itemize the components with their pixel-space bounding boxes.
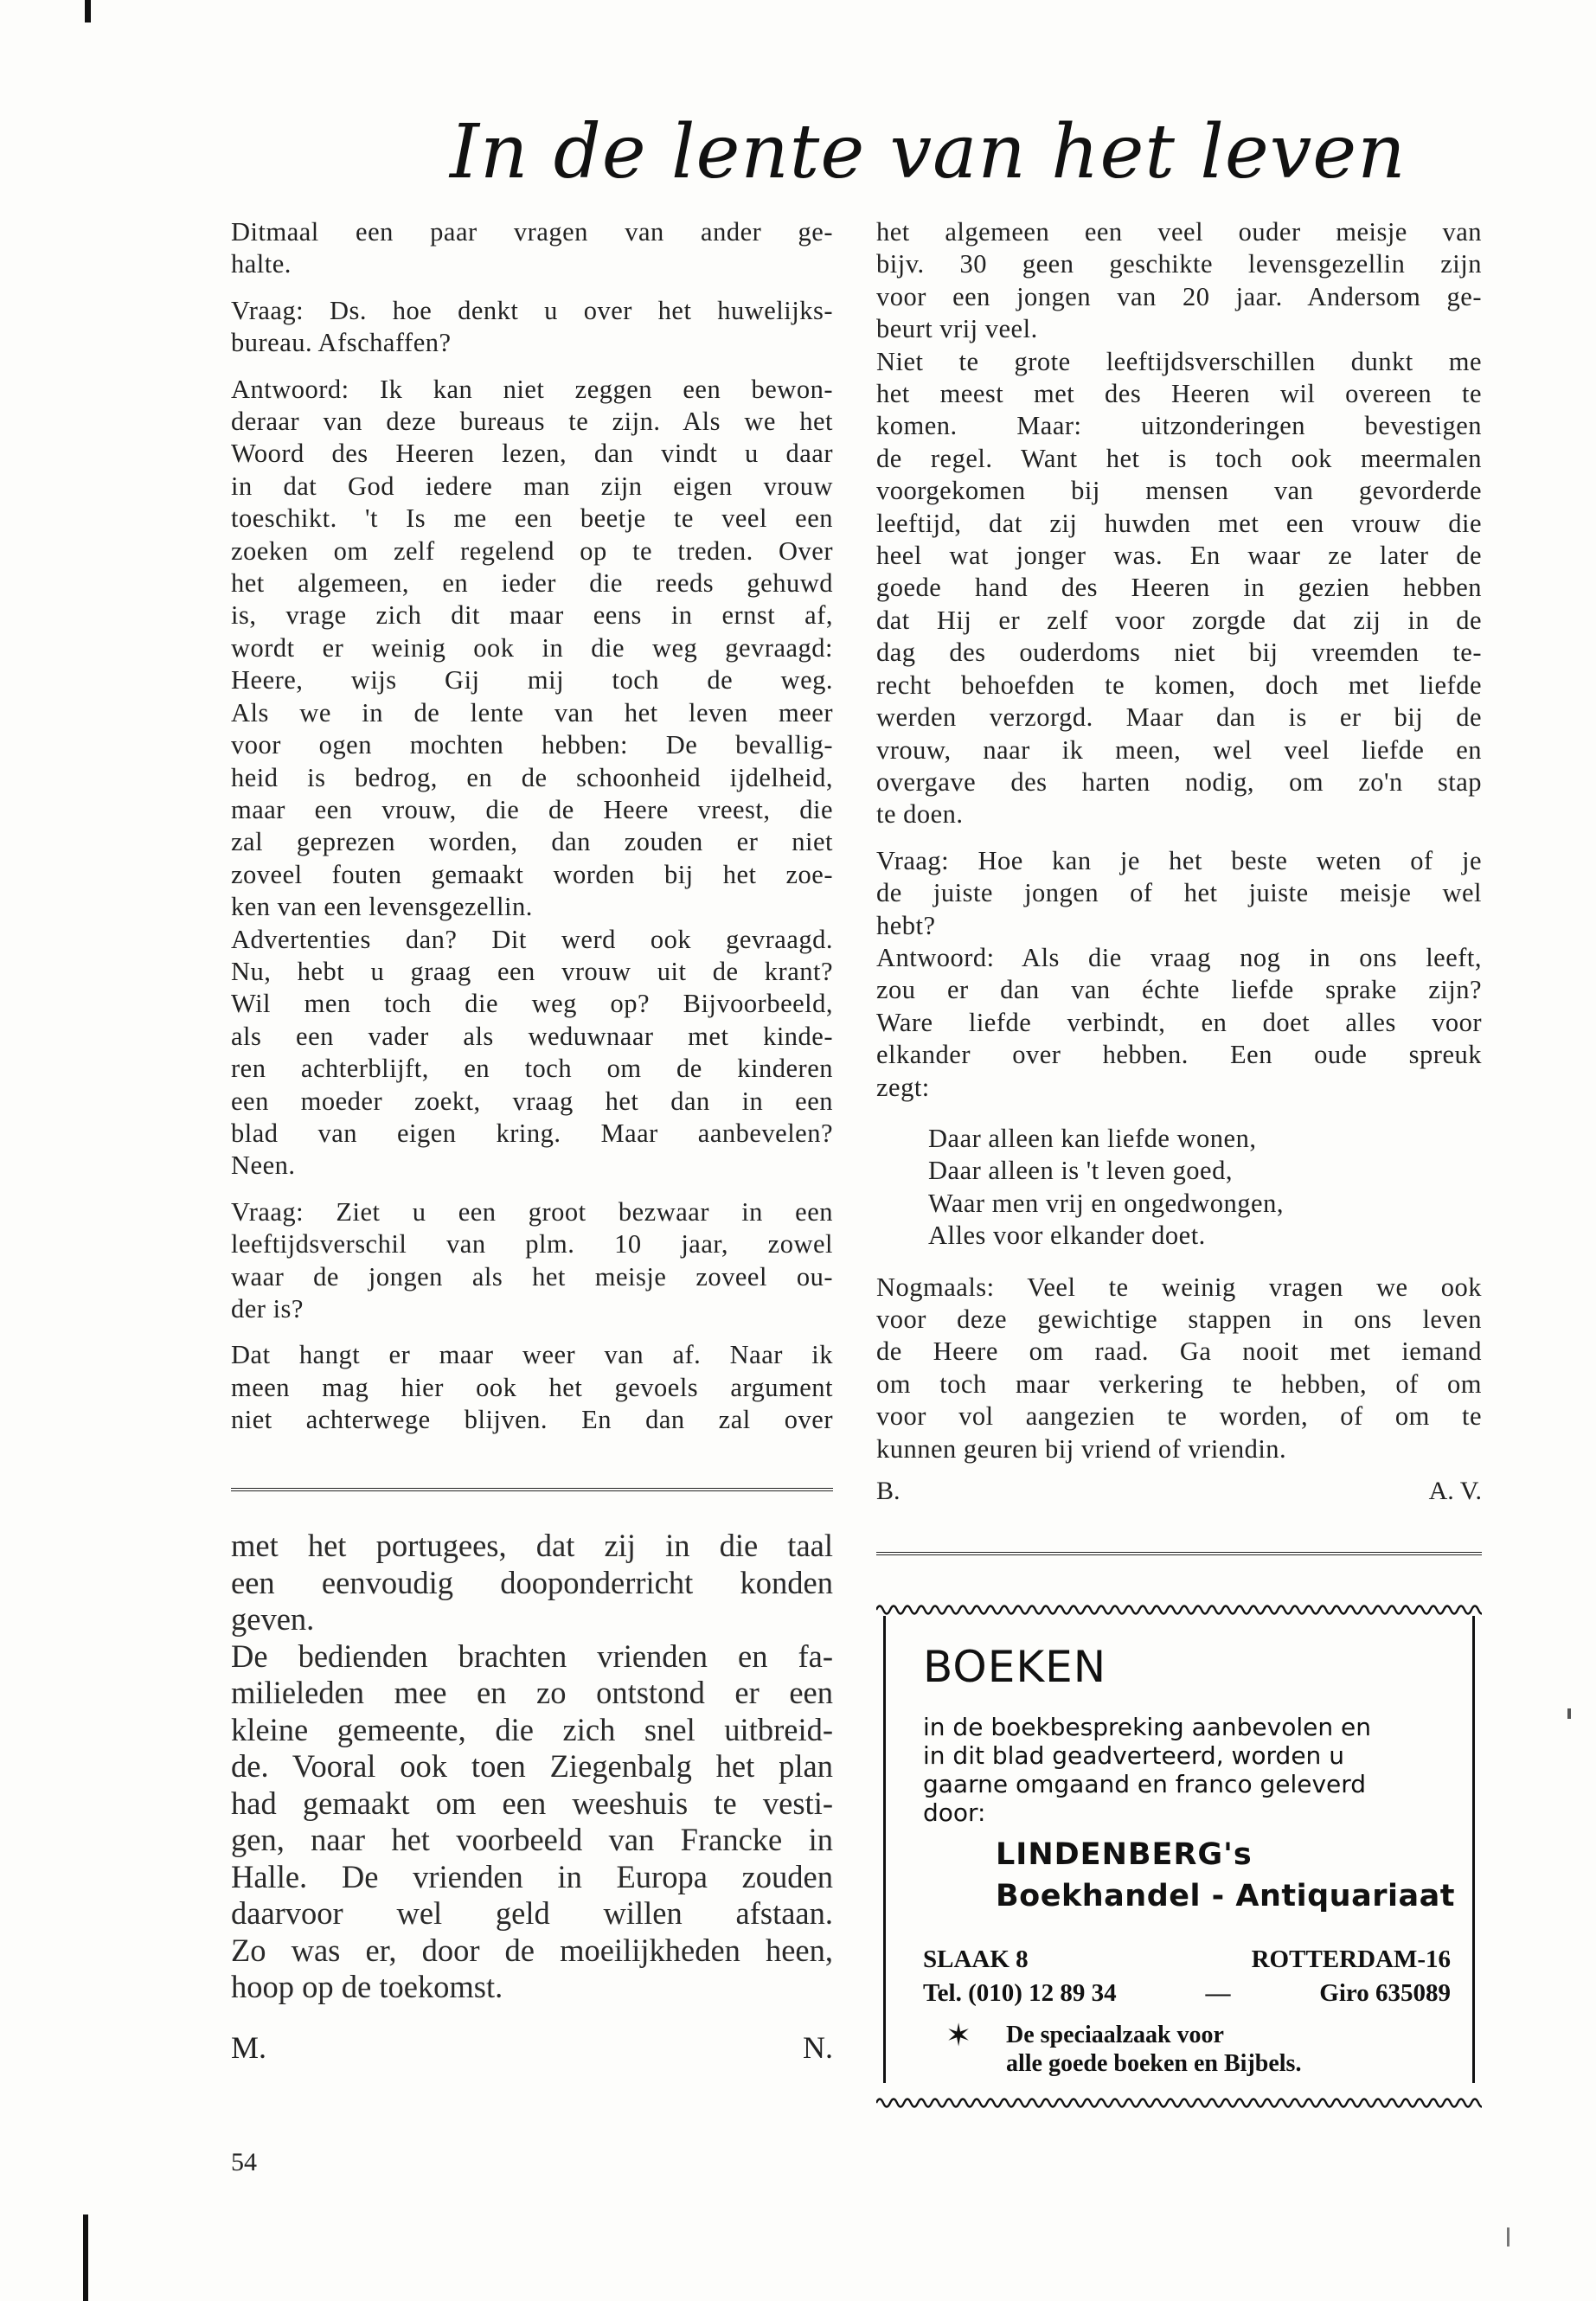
text-line: in dat God iedere man zijn eigen vrouw — [231, 471, 833, 501]
text-line: kleine gemeente, die zich snel uitbreid- — [231, 1711, 833, 1747]
text-line: had gemaakt om een weeshuis te vesti- — [231, 1785, 833, 1821]
text-line: deraar van deze bureaus te zijn. Als we het — [231, 407, 833, 437]
ad-shop-subtitle: Boekhandel - Antiquariaat — [996, 1879, 1455, 1913]
text-line: Advertenties dan? Dit werd ook gevraagd. — [231, 924, 833, 954]
poem-line: Daar alleen is 't leven goed, — [928, 1156, 1233, 1186]
text-line: hoop op de toekomst. — [231, 1969, 503, 2004]
left-column — [231, 216, 833, 1437]
text-line: zoveel fouten gemaakt worden bij het zoe- — [231, 859, 833, 889]
text-line: daarvoor wel geld willen afstaan. — [231, 1895, 833, 1931]
text-line: kunnen geuren bij vriend of vriendin. — [876, 1433, 1287, 1464]
signature-initial-right: N. — [803, 2029, 833, 2065]
text-line: heel wat jonger was. En waar ze later de — [876, 541, 1482, 571]
text-line: de. Vooral ook toen Ziegenbalg het plan — [231, 1748, 833, 1784]
text-line: Antwoord: Ik kan niet zeggen een bewon- — [231, 374, 833, 404]
paragraph-gap — [231, 360, 833, 374]
poem-line: Waar men vrij en ongedwongen, — [928, 1188, 1284, 1218]
right-column — [876, 216, 1482, 1509]
text-line: is, vrage zich dit maar eens in ernst af, — [231, 600, 833, 631]
ad-text-line: in de boekbespreking aanbevolen en — [923, 1713, 1371, 1741]
text-line: Dat hangt er maar weer van af. Naar ik — [231, 1340, 833, 1370]
text-line: Neen. — [231, 1150, 296, 1181]
text-line: een eenvoudig dooponderricht konden — [231, 1564, 833, 1600]
text-line: De bedienden brachten vrienden en fa- — [231, 1638, 833, 1674]
ad-specialty-line: alle goede boeken en Bijbels. — [1006, 2050, 1302, 2077]
text-line: Als we in de lente van het leven meer — [231, 697, 833, 727]
text-line: waar de jongen als het meisje zoveel ou- — [231, 1261, 833, 1292]
signature-right — [876, 1474, 1482, 1509]
text-line: gen, naar het voorbeeld van Francke in — [231, 1822, 833, 1857]
page-number: 54 — [231, 2148, 257, 2176]
text-line: Vraag: Ds. hoe denkt u over het huwelijks- — [231, 295, 833, 325]
text-line: Ditmaal een paar vragen van ander ge- — [231, 217, 833, 247]
text-line: Woord des Heeren lezen, dan vindt u daar — [231, 439, 833, 469]
text-line: het algemeen een veel ouder meisje van — [876, 217, 1482, 247]
text-line: voor vol aangezien te worden, of om te — [876, 1401, 1482, 1432]
text-line: wordt er weinig ook in die weg gevraagd: — [231, 632, 833, 663]
text-line: met het portugees, dat zij in die taal — [231, 1528, 833, 1563]
text-line: goede hand des Heeren in gezien hebben — [876, 573, 1482, 603]
signature-initial-left: M. — [231, 2029, 267, 2065]
text-line: elkander over hebben. Een oude spreuk — [876, 1040, 1482, 1070]
ad-text — [923, 1713, 1442, 1827]
text-line: Wil men toch die weg op? Bijvoorbeeld, — [231, 989, 833, 1019]
paragraph-gap — [876, 1104, 1482, 1123]
text-line: te doen. — [876, 799, 964, 830]
text-line: het algemeen, en ieder die reeds gehuwd — [231, 568, 833, 599]
text-line: bureau. Afschaffen? — [231, 328, 452, 358]
signature-lower — [231, 2030, 833, 2065]
text-line: hebt? — [876, 910, 936, 940]
text-line: komen. Maar: uitzonderingen bevestigen — [876, 411, 1482, 441]
ad-contact-row — [923, 1979, 1451, 2008]
star-icon: ✶ — [945, 2018, 972, 2054]
wave-border-top — [876, 1600, 1482, 1619]
wave-border-bottom — [876, 2093, 1482, 2112]
paragraph-gap — [231, 1183, 833, 1196]
text-line: voor ogen mochten hebben: De bevallig- — [231, 730, 833, 760]
signature-initial-left: B. — [876, 1477, 901, 1506]
text-line: de Heere om raad. Ga nooit met iemand — [876, 1336, 1482, 1367]
ad-frame-left — [883, 1616, 886, 2083]
text-line: overgave des harten nodig, om zo'n stap — [876, 766, 1482, 797]
divider-right — [876, 1552, 1482, 1555]
ad-text-line: in dit blad geadverteerd, worden u — [923, 1741, 1344, 1770]
text-line: Nogmaals: Veel te weinig vragen we ook — [876, 1272, 1482, 1302]
ad-address-city: ROTTERDAM-16 — [1251, 1945, 1451, 1973]
signature-initial-right: A. V. — [1428, 1477, 1482, 1506]
ad-shop-name: LINDENBERG's — [996, 1837, 1253, 1872]
text-line: Vraag: Hoe kan je het beste weten of je — [876, 845, 1482, 875]
text-line: vrouw, naar ik meen, wel veel liefde en — [876, 734, 1482, 765]
text-line: leeftijd, dat zij huwden met een vrouw die — [876, 508, 1482, 538]
text-line: Vraag: Ziet u een groot bezwaar in een — [231, 1196, 833, 1227]
text-line: beurt vrij veel. — [876, 314, 1038, 344]
ad-specialty-line: De speciaalzaak voor — [1006, 2022, 1224, 2048]
text-line: een moeder zoekt, vraag het dan in een — [231, 1086, 833, 1116]
text-line: het meest met des Heeren wil overeen te — [876, 379, 1482, 409]
text-line: ken van een levensgezellin. — [231, 892, 533, 922]
ad-address-street: SLAAK 8 — [923, 1945, 1029, 1973]
text-line: toeschikt. 't Is me een beetje te veel een — [231, 503, 833, 534]
poem-line: Alles voor elkander doet. — [928, 1221, 1206, 1251]
text-line: dat Hij er zelf voor zorgde dat zij in de — [876, 605, 1482, 635]
ad-address-row — [923, 1945, 1451, 1974]
text-line: werden verzorgd. Maar dan is er bij de — [876, 702, 1482, 733]
text-line: leeftijdsverschil van plm. 10 jaar, zowel — [231, 1229, 833, 1259]
paragraph-gap — [231, 1325, 833, 1339]
text-line: zoeken om zelf regelend op te treden. Over — [231, 535, 833, 566]
ad-specialty — [1006, 2021, 1301, 2078]
text-line: heid is bedrog, en de schoonheid ijdelheid, — [231, 762, 833, 792]
text-line: de regel. Want het is toch ook meermalen — [876, 443, 1482, 473]
ad-phone: Tel. (010) 12 89 34 — [923, 1979, 1117, 2007]
text-line: milieleden mee en zo ontstond er een — [231, 1675, 833, 1710]
text-line: maar een vrouw, die de Heere vreest, die — [231, 794, 833, 824]
text-line: zegt: — [876, 1072, 930, 1102]
article-title: In de lente van het leven — [450, 109, 1407, 195]
text-line: Halle. De vrienden in Europa zouden — [231, 1858, 833, 1894]
text-line: als een vader als weduwnaar met kinde- — [231, 1021, 833, 1051]
text-line: ren achterblijft, en toch om de kinderen — [231, 1054, 833, 1084]
text-line: geven. — [231, 1601, 315, 1637]
text-line: meen mag hier ook het gevoels argument — [231, 1372, 833, 1402]
text-line: Ware liefde verbindt, en doet alles voor — [876, 1007, 1482, 1037]
bookshop-advertisement — [876, 1590, 1482, 2124]
ad-dash: — — [1205, 1979, 1231, 2007]
text-line: voorgekomen bij mensen van gevorderde — [876, 476, 1482, 506]
text-line: Nu, hebt u graag een vrouw uit de krant? — [231, 956, 833, 986]
divider-left — [231, 1488, 833, 1491]
text-line: de juiste jongen of het juiste meisje wel — [876, 878, 1482, 908]
text-line: Antwoord: Als die vraag nog in ons leeft, — [876, 942, 1482, 972]
text-line: der is? — [231, 1294, 304, 1324]
text-line: niet achterwege blijven. En dan zal over — [231, 1405, 833, 1435]
ad-heading: BOEKEN — [923, 1642, 1107, 1692]
ad-giro: Giro 635089 — [1319, 1979, 1451, 2007]
text-line: dag des ouderdoms niet bij vreemden te- — [876, 638, 1482, 668]
text-line: bijv. 30 geen geschikte levensgezellin zijn — [876, 249, 1482, 279]
poem-line: Daar alleen kan liefde wonen, — [928, 1123, 1257, 1153]
scan-mark-right-bottom — [1507, 2227, 1509, 2247]
paragraph-gap — [876, 1253, 1482, 1272]
lower-left-column — [231, 1528, 833, 2065]
text-line: voor een jongen van 20 jaar. Andersom ge- — [876, 281, 1482, 311]
text-line: Zo was er, door de moeilijkheden heen, — [231, 1932, 833, 1968]
ad-text-line: gaarne omgaand en franco geleverd — [923, 1770, 1367, 1798]
text-line: voor deze gewichtige stappen in ons leven — [876, 1304, 1482, 1334]
text-line: zal geprezen worden, dan zouden er niet — [231, 827, 833, 857]
paragraph-gap — [876, 831, 1482, 845]
scan-mark-right — [1567, 1708, 1571, 1719]
scan-mark-left — [83, 2214, 88, 2301]
text-line: Niet te grote leeftijdsverschillen dunkt me — [876, 346, 1482, 376]
text-line: Heere, wijs Gij mij toch de weg. — [231, 665, 833, 695]
text-line: blad van eigen kring. Maar aanbevelen? — [231, 1118, 833, 1148]
paragraph-gap — [231, 281, 833, 295]
ad-text-line: door: — [923, 1798, 986, 1827]
ad-frame-right — [1472, 1616, 1475, 2083]
text-line: om toch maar verkering te hebben, of om — [876, 1368, 1482, 1399]
text-line: recht behoefden te komen, doch met liefde — [876, 670, 1482, 700]
text-line: halte. — [231, 249, 292, 279]
text-line: zou er dan van échte liefde sprake zijn? — [876, 975, 1482, 1005]
scan-mark-top — [85, 0, 91, 22]
